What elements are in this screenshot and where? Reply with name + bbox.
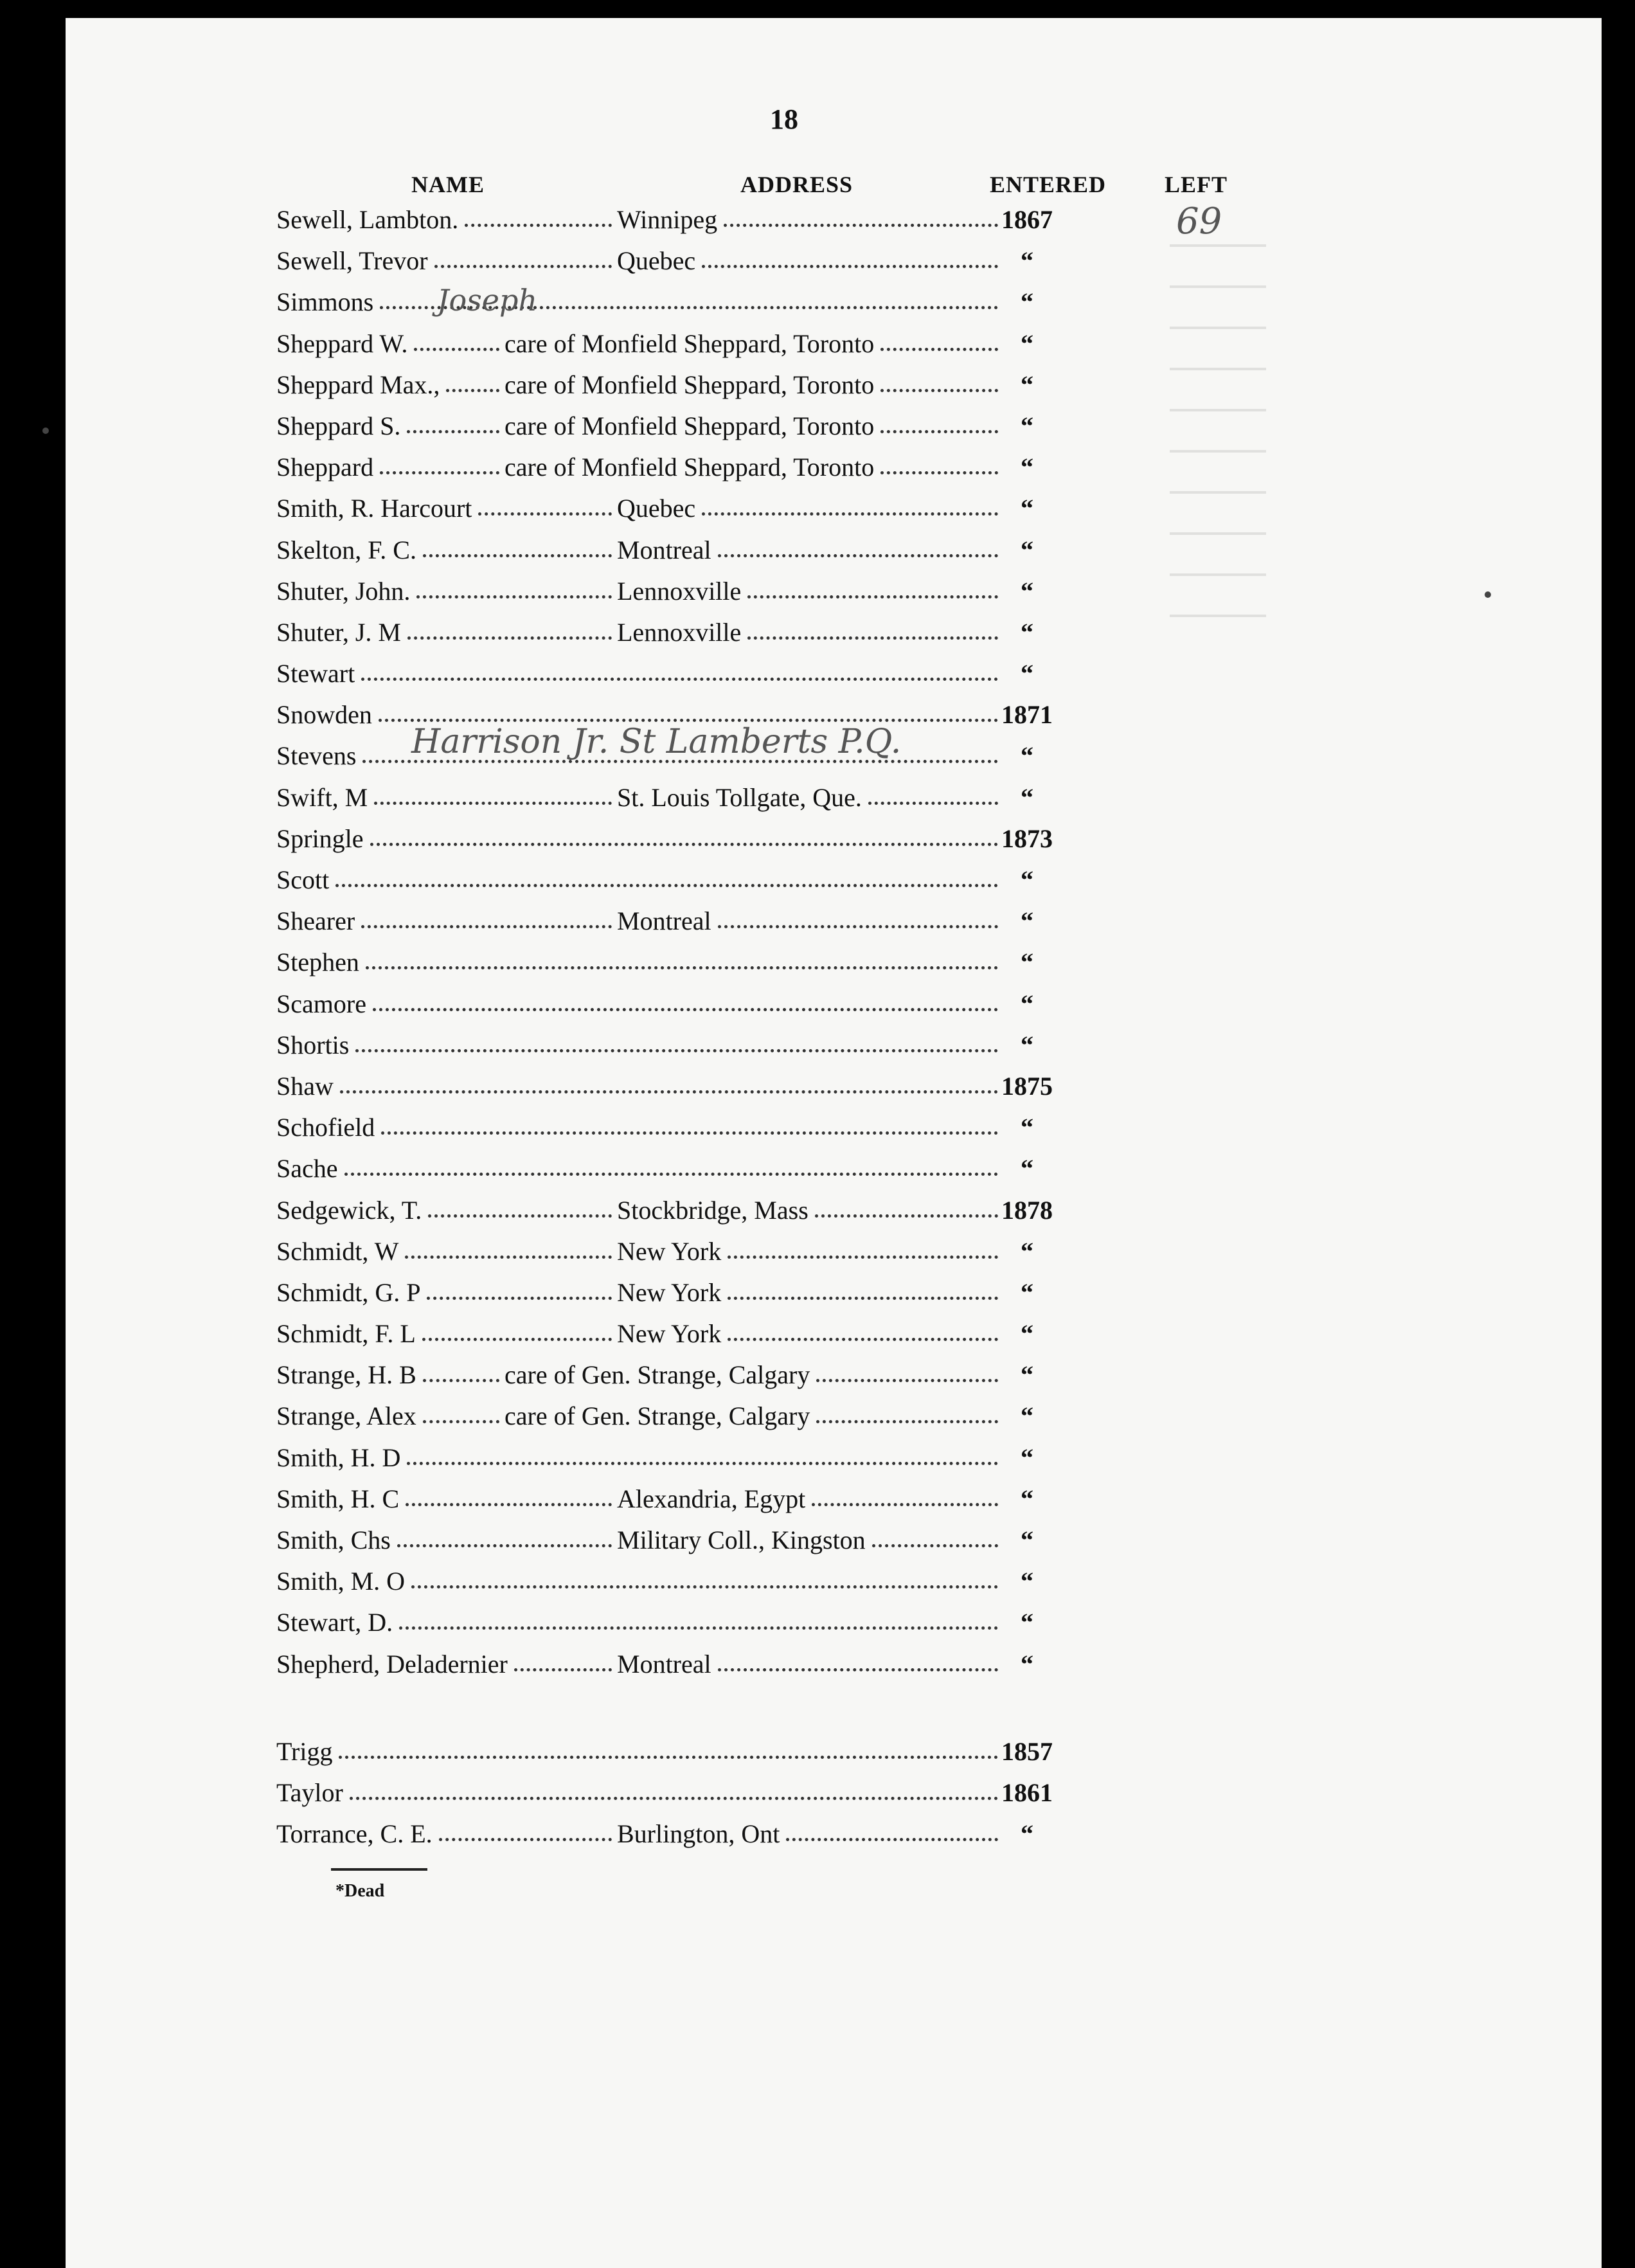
dot-leader [728,1256,998,1259]
dot-leader [880,389,998,392]
dot-leader [339,1756,998,1759]
dot-leader [747,595,998,598]
entry-name: Swift, M [276,782,368,812]
register-entry [276,1772,1112,1814]
register-entry [276,199,1112,240]
dot-leader [465,224,612,227]
entry-address: St. Louis Tollgate, Que. [617,782,862,812]
register-entry [276,1479,1112,1520]
register-entry [276,1107,1112,1148]
entry-entered: “ [1021,1567,1033,1596]
entry-address: care of Monfield Sheppard, Toronto [505,453,875,482]
entry-name: Simmons [276,287,374,317]
entry-name: Taylor [276,1778,343,1807]
dot-leader [872,1544,998,1547]
handwritten-note-harrison: Harrison Jr. St Lamberts P.Q. [411,723,902,761]
register-entry [276,364,1112,406]
register-entry [276,942,1112,983]
column-header-address: ADDRESS [740,172,853,197]
dot-leader [344,1173,998,1176]
handwritten-note-joseph: Joseph [437,283,538,318]
entry-address: Montreal [617,1649,711,1679]
entry-address: Montreal [617,535,711,564]
entry-name: Sheppard W. [276,328,408,358]
dot-leader [422,1338,612,1341]
dot-leader [423,1420,499,1423]
dot-leader [361,925,612,928]
entry-address: Burlington, Ont [617,1819,780,1849]
register-entry [276,1396,1112,1437]
register-entry [276,1272,1112,1313]
entry-name: Shortis [276,1030,350,1059]
register-entry [276,1520,1112,1561]
register-list [276,199,1112,1855]
entry-entered: “ [1021,865,1033,894]
entry-entered: “ [1021,1319,1033,1349]
dot-leader [411,1585,998,1589]
entry-entered: “ [1021,1113,1033,1142]
dot-leader [816,1379,998,1382]
register-entry [276,406,1112,447]
entry-name: Sheppard Max., [276,370,440,399]
dot-leader [747,636,998,640]
dot-leader [350,1797,998,1800]
entry-address: Quebec [617,246,696,276]
entry-entered: “ [1021,1360,1033,1390]
dot-leader [880,348,998,351]
register-entry [276,1148,1112,1189]
scan-speck [42,428,49,434]
entry-name: Shuter, John. [276,576,411,606]
dot-leader [718,1668,998,1671]
dot-leader [880,471,998,474]
entry-name: Scamore [276,989,366,1018]
entry-name: Shearer [276,906,355,936]
entry-name: Smith, R. Harcourt [276,494,472,523]
entry-address: Lennoxville [617,576,742,606]
register-entry [276,653,1112,694]
entry-name: Sewell, Trevor [276,246,428,276]
register-entry [276,1231,1112,1272]
section-gap [276,1685,1112,1731]
dot-leader [786,1838,998,1841]
faint-margin-marks [1170,244,1266,643]
dot-leader [434,265,612,268]
entry-entered: “ [1021,617,1033,647]
dot-leader [407,636,612,640]
column-header-left: LEFT [1165,172,1228,197]
entry-name: Sheppard [276,453,374,482]
entry-name: Snowden [276,700,372,730]
entry-entered: “ [1021,1819,1033,1849]
dot-leader [428,1214,612,1218]
register-entry [276,901,1112,942]
dot-leader [361,678,998,681]
entry-entered: “ [1021,989,1033,1018]
entry-entered: “ [1021,453,1033,482]
entry-name: Schmidt, F. L [276,1319,416,1349]
entry-name: Sewell, Lambton. [276,205,459,234]
entry-name: Smith, H. D [276,1443,401,1472]
dot-leader [379,719,998,722]
column-header-name: NAME [411,172,485,197]
entry-entered: “ [1021,1484,1033,1513]
entry-address: care of Monfield Sheppard, Toronto [505,411,875,440]
register-entry [276,1190,1112,1231]
entry-name: Springle [276,824,364,853]
register-entry [276,447,1112,488]
entry-entered: 1878 [1001,1195,1053,1225]
register-entry [276,1644,1112,1685]
entry-name: Schmidt, W [276,1236,399,1266]
entry-name: Skelton, F. C. [276,535,416,564]
register-entry [276,777,1112,818]
entry-address: New York [617,1277,722,1307]
entry-name: Schmidt, G. P [276,1277,421,1307]
entry-entered: 1873 [1001,824,1053,853]
entry-address: New York [617,1236,722,1266]
dot-leader [373,1008,998,1011]
dot-leader [702,512,998,516]
dot-leader [405,1256,612,1259]
entry-entered: “ [1021,1649,1033,1679]
entry-entered: 1875 [1001,1071,1053,1101]
entry-name: Scott [276,865,330,894]
register-entry [276,488,1112,529]
entry-entered: “ [1021,287,1033,317]
entry-name: Shaw [276,1071,334,1101]
entry-address: Alexandria, Egypt [617,1484,806,1513]
entry-entered: “ [1021,1526,1033,1554]
register-entry [276,571,1112,612]
scan-speck [1485,591,1491,598]
entry-entered: “ [1021,370,1033,399]
entry-entered: 1857 [1001,1736,1053,1766]
dot-leader [414,348,499,351]
dot-leader [407,1462,998,1465]
dot-leader [718,554,998,557]
register-entry [276,240,1112,282]
entry-entered: “ [1021,246,1033,276]
entry-name: Strange, Alex [276,1401,416,1431]
entry-name: Strange, H. B [276,1360,416,1390]
register-entry [276,282,1112,323]
register-entry [276,1313,1112,1354]
column-header-entered: ENTERED [990,172,1107,197]
dot-leader [406,1503,612,1506]
entry-name: Stevens [276,741,357,771]
entry-entered: “ [1021,1030,1033,1059]
entry-address: Lennoxville [617,617,742,647]
dot-leader [728,1297,998,1300]
dot-leader [381,1131,998,1135]
entry-name: Trigg [276,1736,333,1766]
dot-leader [815,1214,998,1218]
entry-entered: “ [1021,741,1033,771]
entry-entered: “ [1021,1236,1033,1266]
entry-address: care of Gen. Strange, Calgary [505,1360,810,1390]
entry-address: Military Coll., Kingston [617,1526,866,1554]
entry-entered: “ [1021,782,1033,812]
entry-entered: 1871 [1001,700,1053,730]
entry-entered: “ [1021,906,1033,936]
register-entry [276,612,1112,653]
footnote: *Dead [335,1881,385,1901]
entry-name: Sedgewick, T. [276,1195,422,1225]
register-entry [276,1437,1112,1479]
dot-leader [366,966,998,969]
entry-entered: 1867 [1001,205,1053,234]
entry-entered: “ [1021,1608,1033,1637]
entry-name: Shepherd, Deladernier [276,1649,508,1679]
page-number: 18 [770,104,798,135]
entry-address: Montreal [617,906,711,936]
entry-entered: “ [1021,659,1033,688]
register-entry [276,984,1112,1025]
entry-entered: “ [1021,948,1033,977]
entry-address: Winnipeg [617,205,718,234]
entry-entered: “ [1021,494,1033,523]
entry-entered: “ [1021,328,1033,358]
entry-address: New York [617,1319,722,1349]
handwritten-note-left: 69 [1176,201,1222,242]
entry-name: Stewart, D. [276,1608,393,1637]
dot-leader [416,595,612,598]
dot-leader [812,1503,998,1506]
entry-entered: “ [1021,1401,1033,1431]
entry-name: Sheppard S. [276,411,401,440]
entry-name: Schofield [276,1113,375,1142]
entry-address: care of Gen. Strange, Calgary [505,1401,810,1431]
register-entry [276,1025,1112,1066]
entry-name: Smith, Chs [276,1526,391,1554]
dot-leader [335,884,998,887]
dot-leader [446,389,499,392]
dot-leader [702,265,998,268]
dot-leader [423,1379,499,1382]
entry-name: Smith, M. O [276,1567,406,1596]
register-entry [276,860,1112,901]
dot-leader [399,1626,998,1630]
register-entry [276,323,1112,364]
entry-entered: “ [1021,1277,1033,1307]
dot-leader [340,1090,998,1094]
dot-leader [355,1049,998,1052]
dot-leader [370,843,998,846]
entry-entered: “ [1021,576,1033,606]
dot-leader [724,224,998,227]
entry-entered: “ [1021,1443,1033,1472]
dot-leader [407,430,499,433]
entry-entered: “ [1021,1154,1033,1184]
dot-leader [397,1544,612,1547]
register-entry [276,818,1112,860]
dot-leader [374,802,612,805]
footnote-divider [331,1868,427,1871]
entry-name: Stephen [276,948,359,977]
entry-entered: 1861 [1001,1778,1053,1807]
entry-name: Torrance, C. E. [276,1819,433,1849]
register-entry [276,1066,1112,1107]
entry-address: Quebec [617,494,696,523]
register-entry [276,1731,1112,1772]
dot-leader [880,430,998,433]
register-entry [276,530,1112,571]
dot-leader [816,1420,998,1423]
entry-name: Sache [276,1154,338,1184]
dot-leader [514,1668,612,1671]
dot-leader [439,1838,612,1841]
register-entry [276,1561,1112,1602]
entry-address: care of Monfield Sheppard, Toronto [505,328,875,358]
dot-leader [427,1297,612,1300]
entry-address: care of Monfield Sheppard, Toronto [505,370,875,399]
dot-leader [728,1338,998,1341]
register-entry [276,1602,1112,1643]
register-entry [276,1814,1112,1855]
dot-leader [868,802,998,805]
dot-leader [478,512,612,516]
entry-name: Smith, H. C [276,1484,400,1513]
register-entry [276,1354,1112,1396]
entry-name: Shuter, J. M [276,617,401,647]
dot-leader [380,471,499,474]
dot-leader [423,554,612,557]
entry-entered: “ [1021,411,1033,440]
entry-entered: “ [1021,535,1033,564]
entry-name: Stewart [276,659,355,688]
entry-address: Stockbridge, Mass [617,1195,809,1225]
dot-leader [718,925,998,928]
